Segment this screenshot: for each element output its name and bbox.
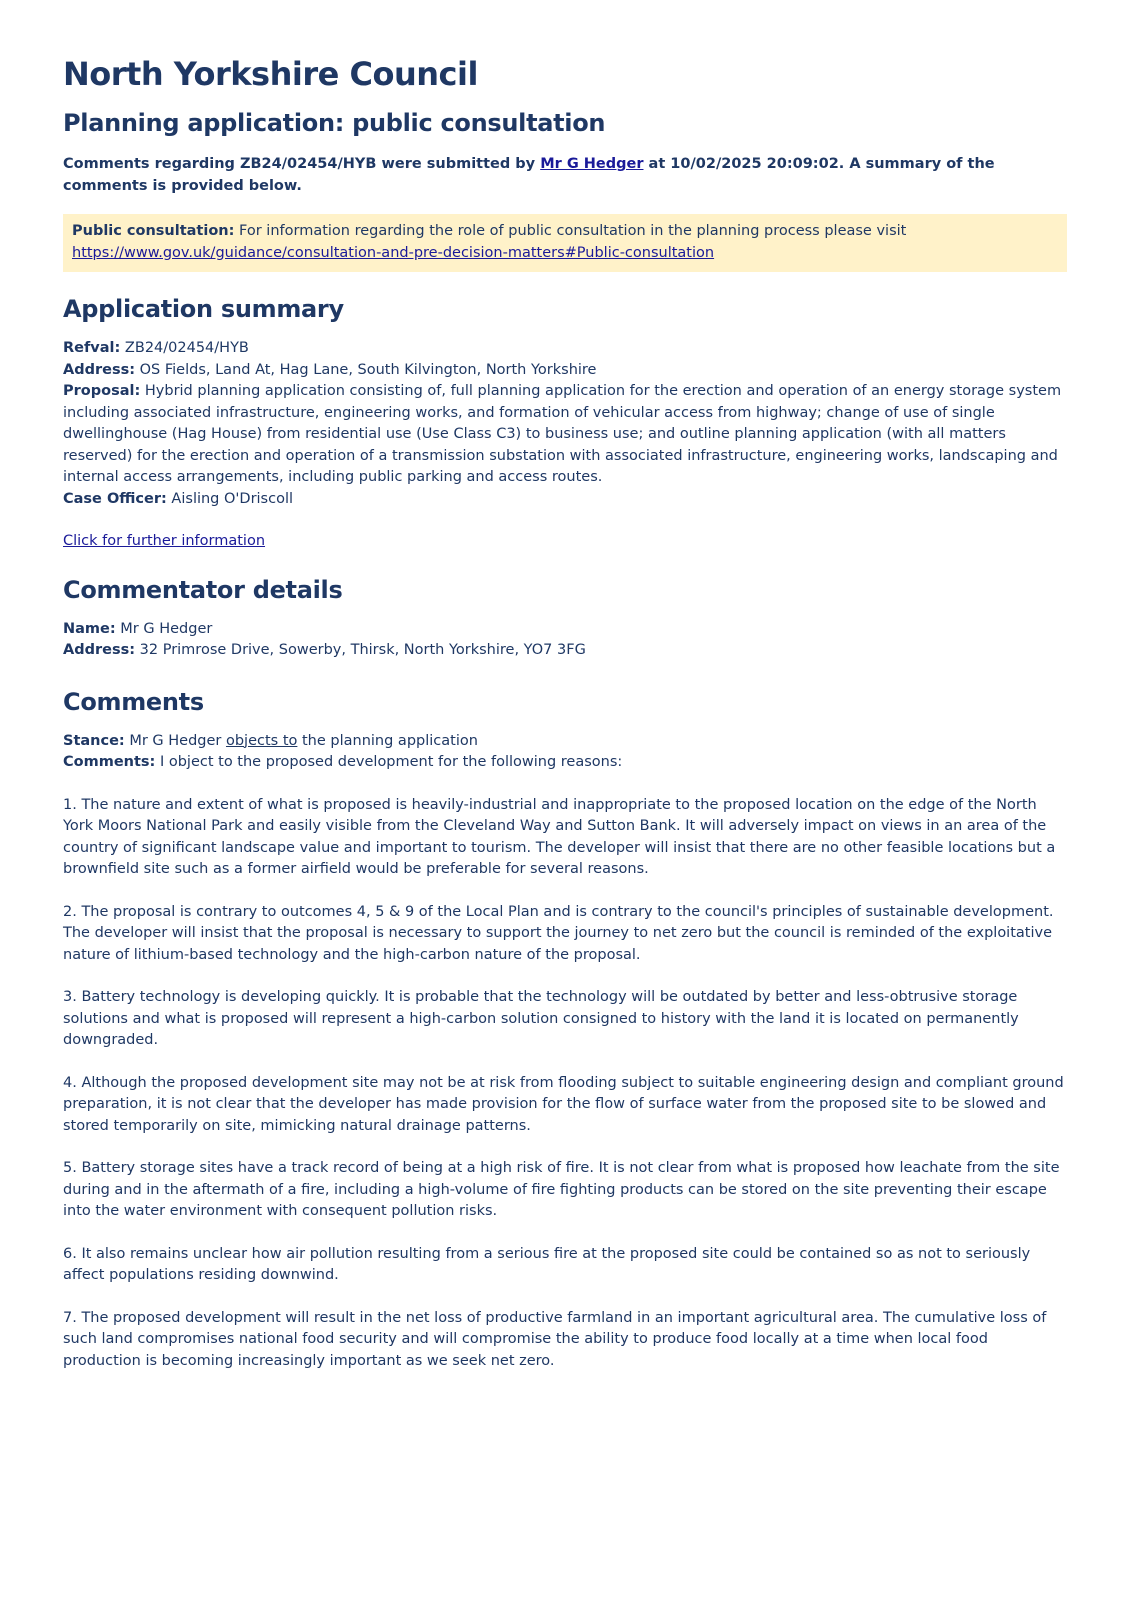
- case-officer-row: Case Officer: Aisling O'Driscoll: [63, 490, 294, 507]
- stance-value: objects to: [225, 732, 298, 749]
- commentator-heading: Commentator details: [63, 575, 343, 604]
- consultation-guidance-link[interactable]: https://www.gov.uk/guidance/consultation-and-pre-decision-matters#Public-consultation: [72, 244, 715, 261]
- comments-intro-row: Comments: I object to the proposed development for the following reasons:: [63, 754, 623, 770]
- comment-point: 3. Battery technology is developing quickly. It is probable that the technology will be outdated by better and less-obtrusive storage solutions and what is proposed will represent a high-carbon solution consigned to history with the land it is located on permanently downgraded.: [63, 989, 1019, 1048]
- page-heading: Planning application: public consultation: [63, 109, 606, 137]
- application-summary-heading: Application summary: [63, 295, 344, 323]
- commentator-details: [63, 619, 1067, 662]
- commentator-name-row: Name: Mr G Hedger: [63, 620, 213, 637]
- comment-point: 4. Although the proposed development site may not be at risk from flooding subject to suitable engineering design and compliant ground preparation, it is not clear that the developer has made provision for the flow of surface water from the proposed site to be slowed and stored temporarily on site, mimicking natural drainage patterns.: [63, 1074, 1064, 1134]
- comments-heading: Comments: [63, 687, 204, 716]
- proposal-row: Proposal: Hybrid planning application consisting of, full planning application for the erection and operation of an energy storage system including associated infrastructure, engineering works, and formation of vehicular access from highway; change of use of single dwellinghouse (Hag House) from residential use (Use Class C3) to business use; and outline planning application (with all matters reserved) for the erection and operation of a transmission substation with associated infrastructure, engineering works, landscaping and internal access arrangements, including public parking and access routes.: [63, 383, 1062, 485]
- council-title: North Yorkshire Council: [63, 55, 478, 93]
- further-information-link[interactable]: Click for further information: [63, 533, 266, 549]
- application-summary: [63, 338, 1067, 553]
- comment-point: 1. The nature and extent of what is proposed is heavily-industrial and inappropriate to the proposed location on the edge of the North York Moors National Park and easily visible from the Cleveland Way and Sutton Bank. It will adversely impact on views in an area of the country of significant landscape value and important to tourism. The developer will insist that there are no other feasible locations but a brownfield site such as a former airfield would be preferable for several reasons.: [63, 796, 1056, 877]
- comment-point: 6. It also remains unclear how air pollution resulting from a serious fire at the proposed site could be contained so as not to seriously affect populations residing downwind.: [63, 1245, 1031, 1283]
- comment-point: 2. The proposal is contrary to outcomes 4, 5 & 9 of the Local Plan and is contrary to the council's principles of sustainable development. The developer will insist that the proposal is necessary to support the journey to net zero but the council is reminded of the exploitative nature of lithium-based technology and the high-carbon nature of the proposal.: [63, 903, 1054, 963]
- comment-point: 5. Battery storage sites have a track record of being at a high risk of fire. It is not clear from what is proposed how leachate from the site during and in the aftermath of a fire, including a high-volume of fire fighting products can be stored on the site preventing their escape into the water environment with consequent pollution risks.: [63, 1160, 1060, 1219]
- address-row: Address: OS Fields, Land At, Hag Lane, South Kilvington, North Yorkshire: [63, 361, 597, 378]
- stance-row: Stance: Mr G Hedger objects to the planning application: [63, 732, 478, 749]
- comments-section: [63, 731, 1067, 1373]
- commentator-address-row: Address: 32 Primrose Drive, Sowerby, Thirsk, North Yorkshire, YO7 3FG: [63, 642, 586, 658]
- intro-text: Comments regarding ZB24/02454/HYB were submitted by Mr G Hedger at 10/02/2025 20:09:02. A summary of the comments is provided below.: [63, 156, 995, 194]
- commenter-link[interactable]: Mr G Hedger: [540, 156, 644, 172]
- public-consultation-notice: [63, 214, 1067, 272]
- notice-text: Public consultation: For information regarding the role of public consultation in the planning process please visit: [72, 223, 907, 239]
- refval-row: Refval: ZB24/02454/HYB: [63, 340, 249, 356]
- document-page: [63, 50, 1067, 1372]
- comment-point: 7. The proposed development will result in the net loss of productive farmland in an important agricultural area. The cumulative loss of such land compromises national food security and will compromise the ability to produce food locally at a time when local food production is becoming increasingly important as we seek net zero.: [63, 1309, 1047, 1369]
